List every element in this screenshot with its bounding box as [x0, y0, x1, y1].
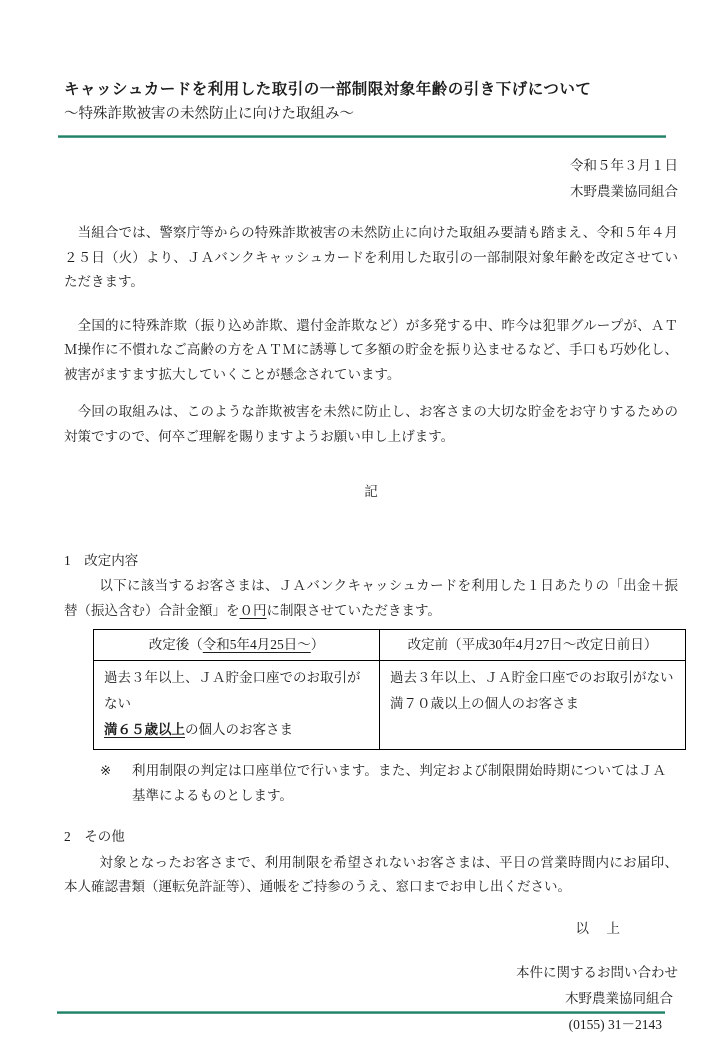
section-1-body: [64, 574, 678, 623]
after-condition-line1: 過去３年以上、ＪＡ貯金口座でのお取引がない: [104, 670, 361, 711]
section-1-text-after: に制限させていただきます。: [266, 602, 441, 618]
after-header-suffix: ）: [310, 637, 325, 652]
contact-label: 本件に関するお問い合わせ: [516, 965, 678, 980]
table-header-after-revision: [94, 630, 380, 661]
table-cell-before-revision: [380, 661, 686, 750]
section-1-text-before: 以下に該当するお客さまは、ＪＡバンクキャッシュカードを利用した１日あたりの「出金＋振替（振込含む）合計金額」を: [64, 578, 678, 618]
zero-yen-underline: ０円: [239, 602, 267, 618]
note-text: 利用制限の判定は口座単位で行います。また、判定および制限開始時期についてはＪＡ基準によるものとします。: [132, 763, 666, 803]
document-title: キャッシュカードを利用した取引の一部制限対象年齢の引き下げについて: [64, 81, 592, 98]
before-condition-line2: 満７０歳以上の個人のお客さま: [390, 696, 579, 711]
before-condition-line1: 過去３年以上、ＪＡ貯金口座でのお取引がない: [390, 670, 674, 685]
table-cell-after-revision: [94, 661, 380, 750]
closing-mark: 以 上: [575, 920, 622, 936]
contact-block: [64, 960, 678, 1038]
table-body-row: [94, 661, 686, 750]
after-header-date-underline: 令和5年4月25日～: [202, 637, 311, 652]
title-rule: [58, 135, 666, 138]
footer-rule: [57, 1011, 665, 1014]
ki-marker: 記: [364, 484, 378, 499]
after-condition-line2-rest: の個人のお客さま: [185, 722, 293, 737]
after-header-prefix: 改定後（: [148, 637, 203, 652]
document-subtitle: ～特殊詐欺被害の未然防止に向けた取組み～: [64, 106, 354, 122]
note-asterisk: ※: [100, 763, 112, 778]
section-2-body: 対象となったお客さまで、利用制限を希望されないお客さまは、平日の営業時間内にお届印、本人確認書類（運転免許証等）、通帳をご持参のうえ、窓口までお申し出ください。: [64, 854, 678, 894]
contact-organization: 木野農業協同組合: [565, 991, 673, 1006]
table-header-row: [94, 630, 686, 661]
table-note: [100, 759, 678, 808]
revision-comparison-table: [93, 629, 686, 750]
date-block: [64, 153, 678, 205]
issuer-organization: 木野農業協同組合: [570, 184, 678, 199]
contact-phone: (0155) 31－2143: [568, 1017, 662, 1032]
age-65-emphasis: 満６５歳以上: [104, 722, 185, 737]
after-condition-line2: [104, 717, 369, 743]
paragraph-intro: 当組合では、警察庁等からの特殊詐欺被害の未然防止に向けた取組み要請も踏まえ、令和５年４月２５日（火）より、ＪＡバンクキャッシュカードを利用した取引の一部制限対象年齢を改定させていただきます。: [64, 225, 678, 289]
paragraph-background: 全国的に特殊詐欺（振り込め詐欺、還付金詐欺など）が多発する中、昨今は犯罪グループが、ＡＴＭ操作に不慣れなご高齢の方をＡＴＭに誘導して多額の貯金を振り込ませるなど、手口も巧妙化し、被害がますます拡大していくことが懸念されています。: [64, 317, 678, 382]
table-header-before-revision: 改定前（平成30年4月27日～改定日前日）: [380, 630, 686, 661]
paragraph-purpose: 今回の取組みは、このような詐欺被害を未然に防止し、お客さまの大切な貯金をお守りするための対策ですので、何卒ご理解を賜りますようお願い申し上げます。: [64, 404, 678, 444]
section-1-heading: 1 改定内容: [64, 552, 139, 568]
issue-date: 令和５年３月１日: [570, 158, 678, 173]
section-2-heading: 2 その他: [64, 829, 125, 844]
